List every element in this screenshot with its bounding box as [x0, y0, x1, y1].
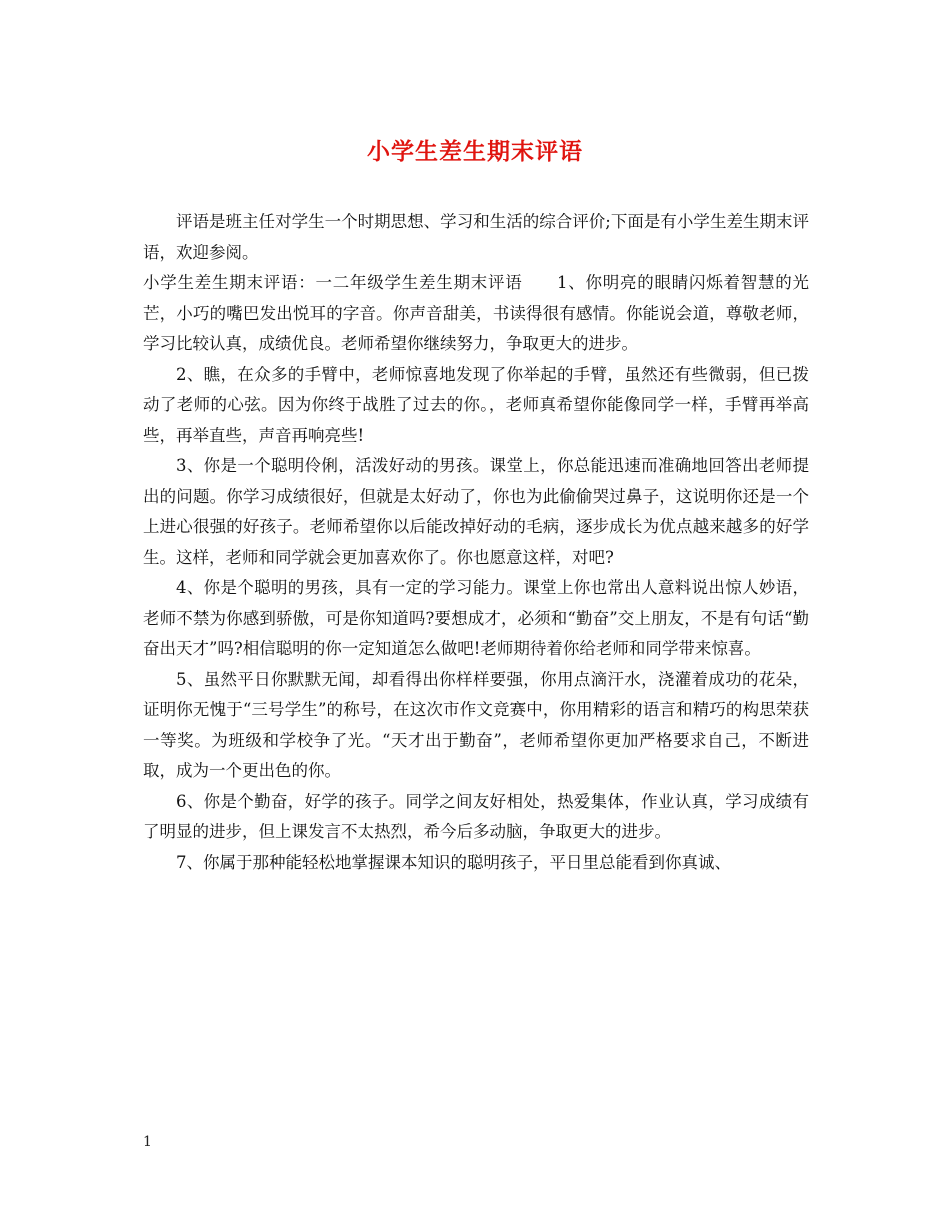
paragraph-comment-3: 3、你是一个聪明伶俐，活泼好动的男孩。课堂上，你总能迅速而准确地回答出老师提出的问题。你学习成绩很好，但就是太好动了，你也为此偷偷哭过鼻子，这说明你还是一个上进心很强的好孩子。老师希望你以后能改掉好动的毛病，逐步成长为优点越来越多的好学生。这样，老师和同学就会更加喜欢你了。你也愿意这样，对吧? — [143, 456, 809, 567]
page-number: 1 — [143, 1134, 152, 1150]
paragraph-comment-5: 5、虽然平日你默默无闻，却看得出你样样要强，你用点滴汗水，浇灌着成功的花朵，证明你无愧于“三号学生”的称号，在这次市作文竞赛中，你用精彩的语言和精巧的构思荣获一等奖。为班级和学校争了光。“天才出于勤奋”，老师希望你更加严格要求自己，不断进取，成为一个更出色的你。 — [143, 669, 809, 780]
document-title: 小学生差生期末评语 — [367, 138, 583, 165]
paragraph-comment-4: 4、你是个聪明的男孩，具有一定的学习能力。课堂上你也常出人意料说出惊人妙语，老师不禁为你感到骄傲，可是你知道吗?要想成才，必须和“勤奋”交上朋友，不是有句话“勤奋出天才”吗?相信聪明的你一定知道怎么做吧!老师期待着你给老师和同学带来惊喜。 — [143, 578, 809, 658]
paragraph-comment-6: 6、你是个勤奋，好学的孩子。同学之间友好相处，热爱集体，作业认真，学习成绩有了明显的进步，但上课发言不太热烈，希今后多动脑，争取更大的进步。 — [143, 791, 809, 841]
document-body — [143, 207, 809, 878]
paragraph-section-1: 小学生差生期末评语：一二年级学生差生期末评语 1、你明亮的眼睛闪烁着智慧的光芒，小巧的嘴巴发出悦耳的字音。你声音甜美，书读得很有感情。你能说会道，尊敬老师，学习比较认真，成绩优良。老师希望你继续努力，争取更大的进步。 — [143, 273, 809, 353]
paragraph-intro: 评语是班主任对学生一个时期思想、学习和生活的综合评价;下面是有小学生差生期末评语，欢迎参阅。 — [143, 212, 809, 262]
paragraph-comment-2: 2、瞧，在众多的手臂中，老师惊喜地发现了你举起的手臂，虽然还有些微弱，但已拨动了老师的心弦。因为你终于战胜了过去的你。，老师真希望你能像同学一样，手臂再举高些，再举直些，声音再响亮些! — [143, 364, 809, 445]
paragraph-comment-7: 7、你属于那种能轻松地掌握课本知识的聪明孩子，平日里总能看到你真诚、 — [176, 852, 731, 872]
